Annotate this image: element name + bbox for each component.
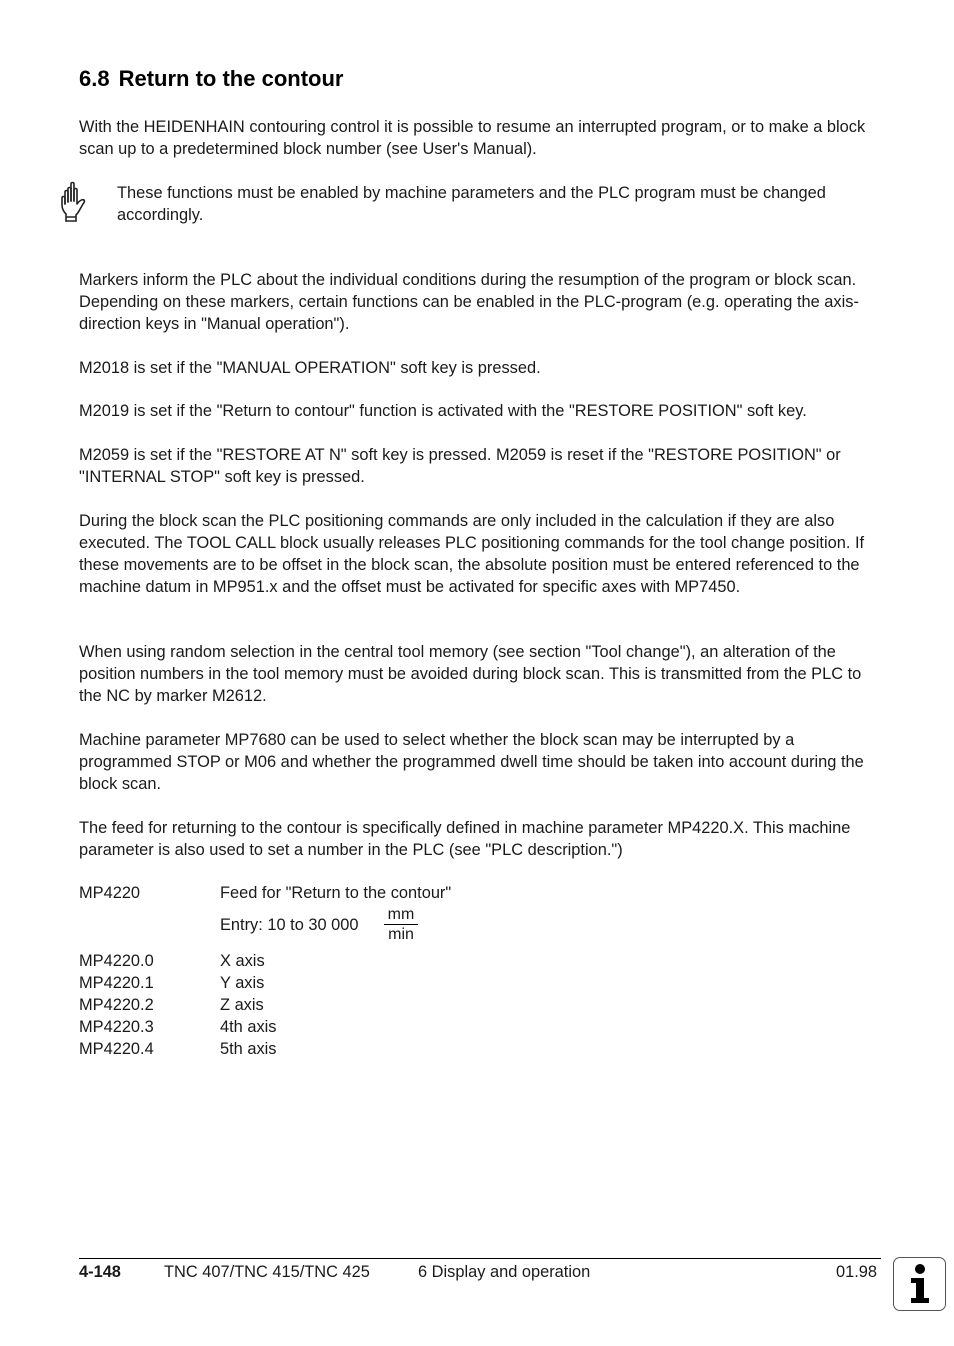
mp-name: MP4220 [79,884,141,902]
intro-paragraph: With the HEIDENHAIN contouring control it is possible to resume an interrupted program, or to make a block scan up to a predetermined block number (see User's Manual). [79,118,866,158]
paragraph-block-scan: During the block scan the PLC positioning commands are only included in the calculation if they are also executed. The TOOL CALL block usually releases PLC positioning commands for the tool change position. If these movements are to be offset in the block scan, the absolute position must be entered referenced to the machine datum in MP951.x and the offset must be activated for specific axes with MP7450. [79,512,865,596]
mp-item-key: MP4220.3 [79,1018,154,1036]
section-heading [79,66,343,92]
paragraph-tool-memory: When using random selection in the central tool memory (see section "Tool change"), an alteration of the position numbers in the tool memory must be avoided during block scan. This is transmitted from the PLC to the NC by marker M2612. [79,643,862,705]
footer-chapter: 6 Display and operation [418,1263,591,1281]
footer-model: TNC 407/TNC 415/TNC 425 [164,1263,370,1281]
info-glyph [894,1258,945,1310]
unit-denominator: min [388,926,414,943]
mp-item-label: 5th axis [220,1040,277,1058]
pointing-hand-icon [58,180,90,224]
footer-date: 01.98 [836,1263,878,1281]
paragraph-m2059: M2059 is set if the "RESTORE AT N" soft key is pressed. M2059 is reset if the "RESTORE POSITION" or "INTERNAL STOP" soft key is pressed. [79,446,841,486]
section-number: 6.8 [79,66,110,91]
mp-item-label: 4th axis [220,1018,277,1036]
mp-item-key: MP4220.0 [79,952,154,970]
paragraph-m2018: M2018 is set if the "MANUAL OPERATION" soft key is pressed. [79,359,541,377]
mp-item-key: MP4220.1 [79,974,154,992]
paragraph-markers: Markers inform the PLC about the individual conditions during the resumption of the program or block scan. Depending on these markers, certain functions can be enabled in the PLC-program (e.g. operating the axis-direction keys in "Manual operation"). [79,271,859,333]
footer-rule [79,1258,881,1259]
unit-numerator: mm [384,906,418,925]
footer-page-number: 4-148 [79,1263,121,1281]
mp-entry-range: Entry: 10 to 30 000 [220,916,359,934]
paragraph-feed: The feed for returning to the contour is specifically defined in machine parameter MP4220.X. This machine parameter is also used to set a number in the PLC (see "PLC description.") [79,819,851,859]
unit-fraction [384,906,418,945]
mp-description: Feed for "Return to the contour" [220,884,452,902]
mp-item-label: Z axis [220,996,264,1014]
mp-item-key: MP4220.4 [79,1040,154,1058]
paragraph-m2019: M2019 is set if the "Return to contour" function is activated with the "RESTORE POSITION" soft key. [79,402,807,420]
mp-item-label: Y axis [220,974,265,992]
mp-item-key: MP4220.2 [79,996,154,1014]
paragraph-mp7680: Machine parameter MP7680 can be used to select whether the block scan may be interrupted by a programmed STOP or M06 and whether the programmed dwell time should be taken into account during the block scan. [79,731,864,793]
mp-item-label: X axis [220,952,265,970]
info-icon [893,1257,946,1311]
section-title: Return to the contour [118,66,344,91]
note-text: These functions must be enabled by machine parameters and the PLC program must be changed accordingly. [117,184,826,224]
